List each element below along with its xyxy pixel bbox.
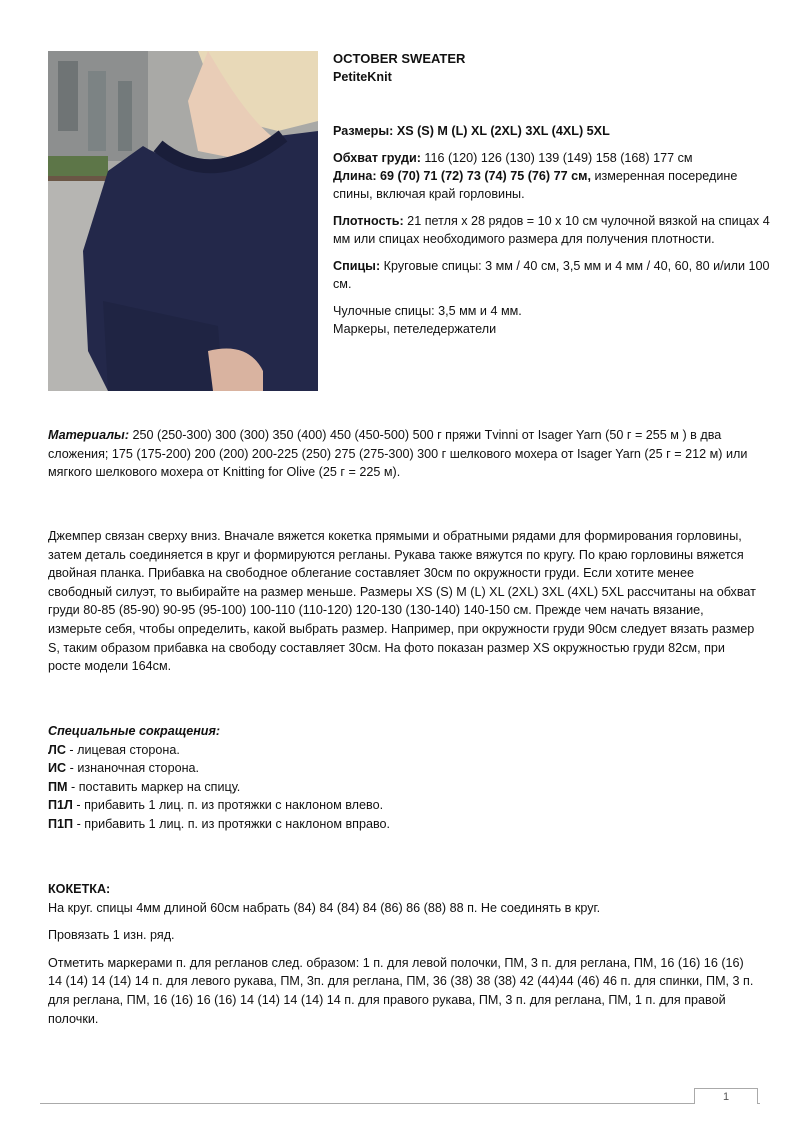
materials-text: 250 (250-300) 300 (300) 350 (400) 450 (450-500) 500 г пряжи Tvinni от Isager Yarn (50 г = 255 м ) в два сложения; 175 (175-200) 200 (200) 200-225 (250) 275 (275-300) 300 г шелкового мохера от Isager Yarn (25 г = 212 м) или мягкого шелкового мохера от Knitting for Olive (25 г = 225 м).: [48, 428, 748, 480]
length-value: измеренная посередине спины, включая край горловины.: [333, 169, 738, 201]
materials-label: Материалы:: [48, 428, 130, 442]
abbreviation-item: [48, 759, 760, 778]
abbreviation-meaning: - прибавить 1 лиц. п. из протяжки с наклоном вправо.: [73, 816, 391, 831]
sweater-photo: [48, 51, 318, 391]
abbreviation-code: П1Л: [48, 798, 73, 813]
abbreviation-item: [48, 796, 760, 815]
gauge-label: Плотность:: [333, 214, 404, 228]
gauge-value: 21 петля х 28 рядов = 10 х 10 см чулочной вязкой на спицах 4 мм или спицах необходимого размера для получения плотности.: [333, 214, 770, 246]
abbreviations-title: Специальные сокращения:: [48, 724, 221, 738]
abbreviation-meaning: - изнаночная сторона.: [66, 761, 200, 776]
abbreviations-section: [48, 722, 760, 834]
abbreviation-item: [48, 741, 760, 760]
designer-name: PetiteKnit: [333, 70, 392, 84]
abbreviation-code: ЛС: [48, 742, 66, 757]
gauge-line: [333, 212, 773, 248]
needles-line: [333, 257, 773, 293]
abbreviation-meaning: - прибавить 1 лиц. п. из протяжки с наклоном влево.: [72, 798, 384, 813]
yoke-step-1: На круг. спицы 4мм длиной 60см набрать (84) 84 (84) 84 (86) 86 (88) 88 п. Не соединять в круг.: [48, 900, 601, 915]
length-line: [333, 167, 773, 203]
chest-value: 116 (120) 126 (130) 139 (149) 158 (168) 177 см: [420, 151, 693, 165]
yoke-step-3: Отметить маркерами п. для регланов след. образом: 1 п. для левой полочки, ПМ, 3 п. для реглана, ПМ, 16 (16) 16 (16) 14 (14) 14 (14) 14 п. для левого рукава, ПМ, 3п. для реглана, ПМ, 36 (38) 38 (38) 42 (44)44 (46) 46 п. для спинки, ПМ, 3 п. для реглана, ПМ, 16 (16) 16 (16) 14 (14) 14 (14) 14 п. для правого рукава, ПМ, 3 п. для реглана, ПМ, 1 п. для правой полочки.: [48, 955, 754, 1026]
materials-section: [48, 426, 760, 482]
needles-value: Круговые спицы: 3 мм / 40 см, 3,5 мм и 4 мм / 40, 60, 80 и/или 100 см.: [333, 259, 770, 291]
chest-line: [333, 149, 773, 167]
sizes-value: XS (S) M (L) XL (2XL) 3XL (4XL) 5XL: [396, 124, 610, 138]
needles-label: Спицы:: [333, 259, 381, 273]
description-section: [48, 527, 760, 676]
chest-label: Обхват груди:: [333, 151, 421, 165]
abbreviation-item: [48, 778, 760, 797]
pattern-title: OCTOBER SWEATER: [333, 51, 466, 66]
abbreviation-meaning: - поставить маркер на спицу.: [67, 779, 241, 794]
notions-line: Маркеры, петеледержатели: [333, 322, 497, 336]
page-number: 1: [694, 1088, 758, 1104]
abbreviation-code: П1П: [48, 816, 74, 831]
length-label: Длина: 69 (70) 71 (72) 73 (74) 75 (76) 77 см,: [333, 169, 591, 183]
yoke-section: [48, 880, 760, 1028]
abbreviation-meaning: - лицевая сторона.: [65, 742, 180, 757]
dpn-line: Чулочные спицы: 3,5 мм и 4 мм.: [333, 304, 522, 318]
yoke-step-2: Провязать 1 изн. ряд.: [48, 928, 175, 943]
pattern-info: [333, 50, 773, 338]
yoke-title: КОКЕТКА:: [48, 882, 111, 896]
abbreviation-item: [48, 815, 760, 834]
sizes-line: [333, 122, 773, 140]
abbreviation-code: ПМ: [48, 779, 68, 794]
footer-divider: [40, 1103, 760, 1104]
sizes-label: Размеры:: [333, 124, 394, 138]
abbreviation-code: ИС: [48, 761, 67, 776]
description-text: Джемпер связан сверху вниз. Вначале вяжется кокетка прямыми и обратными рядами для формирования горловины, затем деталь соединяется в круг и формируются регланы. Рукава также вяжутся по кругу. По краю горловины вяжется двойная планка. Прибавка на свободное облегание составляет 30см по окружности груди. Если хотите менее свободный силуэт, то выбирайте на размер меньше. Размеры XS (S) M (L) XL (2XL) 3XL (4XL) 5XL рассчитаны на обхват груди 80-85 (85-90) 90-95 (95-100) 100-110 (110-120) 120-130 (130-140) 140-150 см. Прежде чем начать вязание, измерьте себя, чтобы определить, какой выбрать размер. Например, при окружности груди 90см следует вязать размер S, таким образом прибавка на свободу составляет 30см. На фото показан размер XS окружностью груди 82см, при росте модели 164см.: [48, 529, 756, 674]
